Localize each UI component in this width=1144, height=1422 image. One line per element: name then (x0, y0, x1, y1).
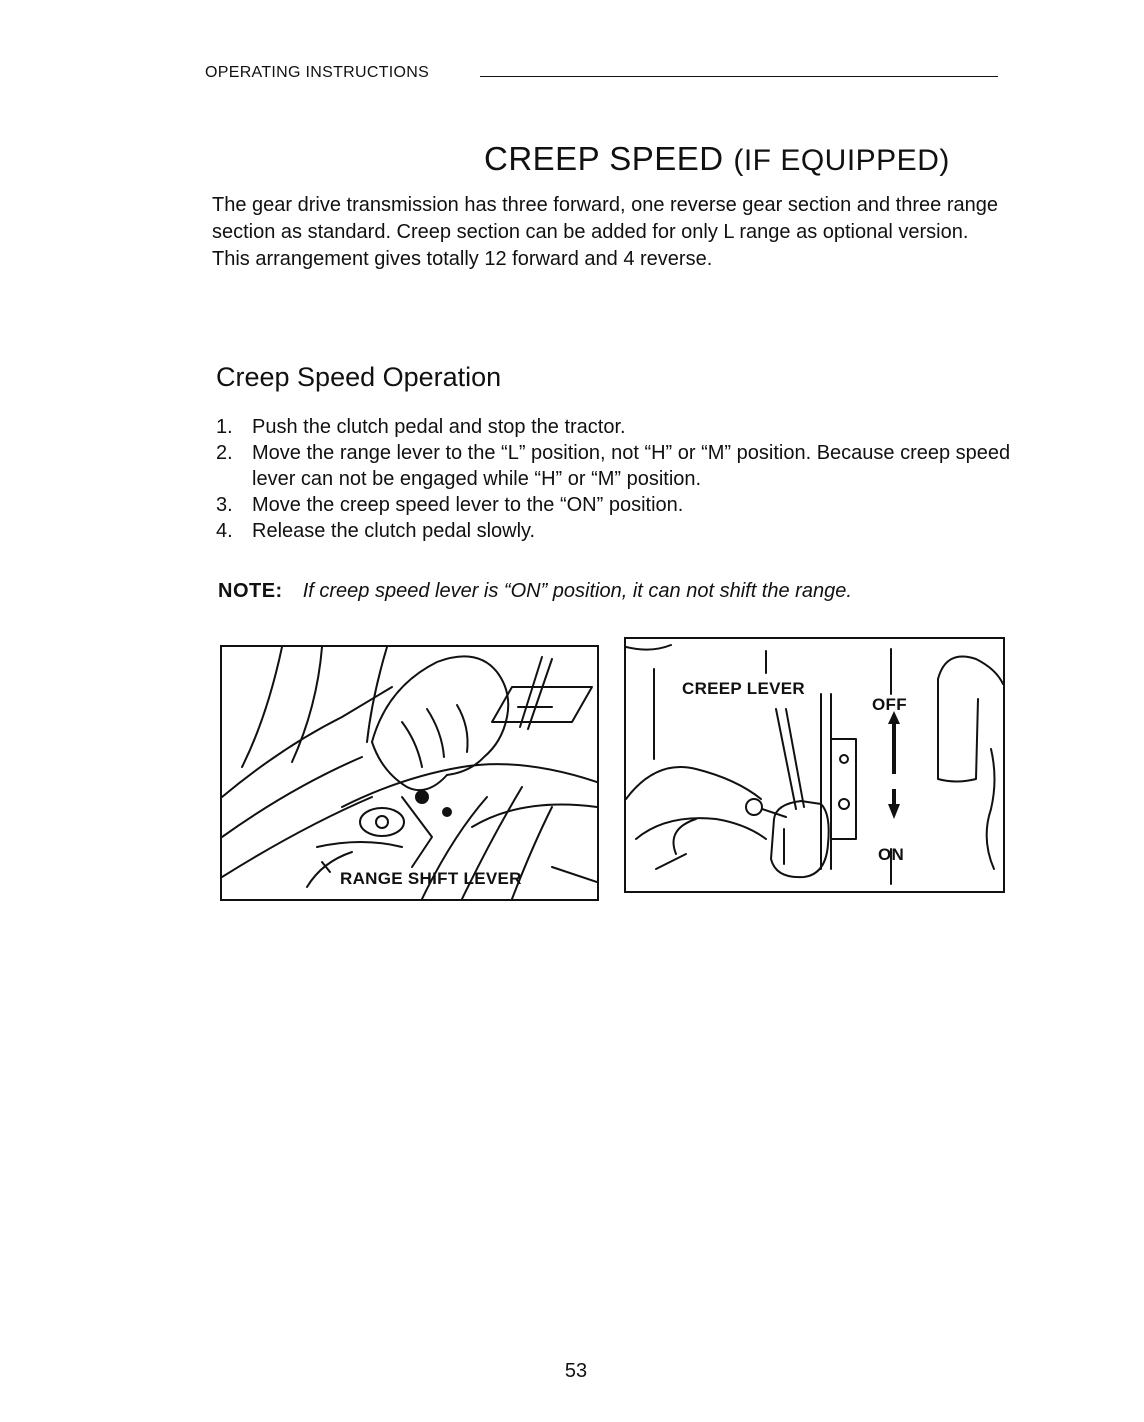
step-text: Push the clutch pedal and stop the tractor. (252, 416, 626, 438)
step-text: Release the clutch pedal slowly. (252, 520, 536, 542)
intro-summary: This arrangement gives totally 12 forward and 4 reverse. (212, 248, 713, 270)
step-item (216, 414, 1016, 440)
range-shift-lever-label: RANGE SHIFT LEVER (340, 869, 522, 888)
title-qualifier: (IF EQUIPPED) (733, 144, 950, 177)
step-item (216, 440, 1016, 492)
note-label: NOTE: (218, 580, 283, 602)
creep-lever-illustration (626, 639, 1003, 891)
steps-list (216, 414, 1016, 544)
step-text: Move the creep speed lever to the “ON” position. (252, 494, 684, 516)
step-item (216, 518, 1016, 544)
intro-text (212, 192, 1002, 273)
intro-paragraph: The gear drive transmission has three forward, one reverse gear section and three range section as standard. Creep section can be added for only L range as optional version. (212, 194, 998, 243)
title-main: CREEP SPEED (484, 140, 724, 177)
step-number: 2. (216, 442, 233, 464)
note (218, 580, 852, 603)
section-heading: Creep Speed Operation (216, 362, 502, 392)
header-rule (480, 76, 998, 77)
running-header: OPERATING INSTRUCTIONS (205, 64, 430, 81)
step-number: 4. (216, 520, 233, 542)
range-shift-lever-illustration (222, 647, 597, 899)
range-shift-lever-figure (220, 645, 599, 901)
off-position-label: OFF (872, 695, 907, 714)
step-number: 1. (216, 416, 233, 438)
step-number: 3. (216, 494, 233, 516)
on-position-label: ON (878, 845, 905, 864)
page-title (484, 140, 950, 178)
creep-lever-label: CREEP LEVER (682, 679, 805, 698)
creep-lever-figure (624, 637, 1005, 893)
step-item (216, 492, 1016, 518)
note-text: If creep speed lever is “ON” position, it can not shift the range. (302, 580, 852, 602)
page-number: 53 (564, 1360, 588, 1382)
step-text: Move the range lever to the “L” position, not “H” or “M” position. Because creep speed lever can not be engaged while “H” or “M” position. (252, 442, 1011, 490)
